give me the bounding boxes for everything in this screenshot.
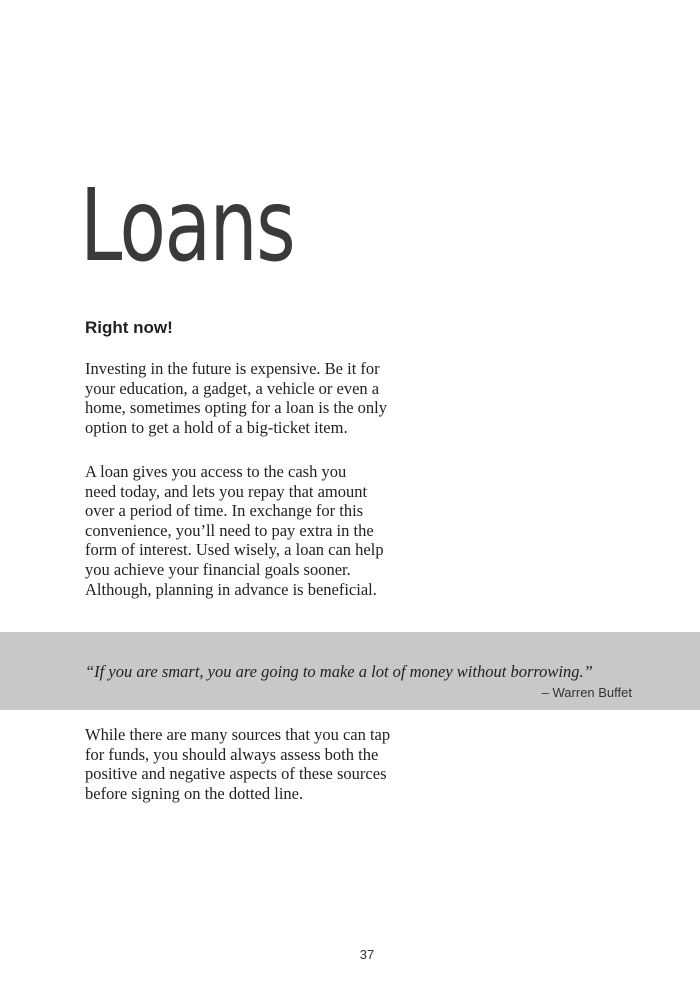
quote-band bbox=[0, 632, 700, 710]
text-line: positive and negative aspects of these sources bbox=[85, 764, 387, 784]
page-title: Loans bbox=[80, 167, 295, 284]
quote-text: “If you are smart, you are going to make a lot of money without borrowing.” bbox=[85, 662, 593, 681]
text-line: you achieve your financial goals sooner. bbox=[85, 559, 351, 579]
intro-paragraph bbox=[85, 359, 450, 437]
text-line: need today, and lets you repay that amount bbox=[85, 481, 368, 501]
text-line: Investing in the future is expensive. Be it for bbox=[85, 359, 380, 378]
text-line: While there are many sources that you can tap bbox=[85, 725, 391, 744]
text-line: for funds, you should always assess both the bbox=[85, 744, 379, 764]
text-line: Although, planning in advance is beneficial. bbox=[85, 579, 377, 599]
text-line: option to get a hold of a big-ticket item. bbox=[85, 417, 348, 437]
quote-author: – Warren Buffet bbox=[541, 685, 632, 700]
closing-paragraph bbox=[85, 725, 450, 803]
text-line: home, sometimes opting for a loan is the only bbox=[85, 398, 387, 418]
text-line: convenience, you’ll need to pay extra in the bbox=[85, 520, 374, 540]
text-line: before signing on the dotted line. bbox=[85, 783, 304, 803]
loan-explanation-paragraph bbox=[85, 462, 450, 599]
text-line: your education, a gadget, a vehicle or even a bbox=[85, 378, 380, 398]
text-line: form of interest. Used wisely, a loan can help bbox=[85, 540, 384, 560]
page-number: 37 bbox=[359, 947, 375, 962]
section-heading: Right now! bbox=[85, 318, 173, 337]
text-line: over a period of time. In exchange for this bbox=[85, 501, 364, 521]
text-line: A loan gives you access to the cash you bbox=[85, 462, 347, 481]
